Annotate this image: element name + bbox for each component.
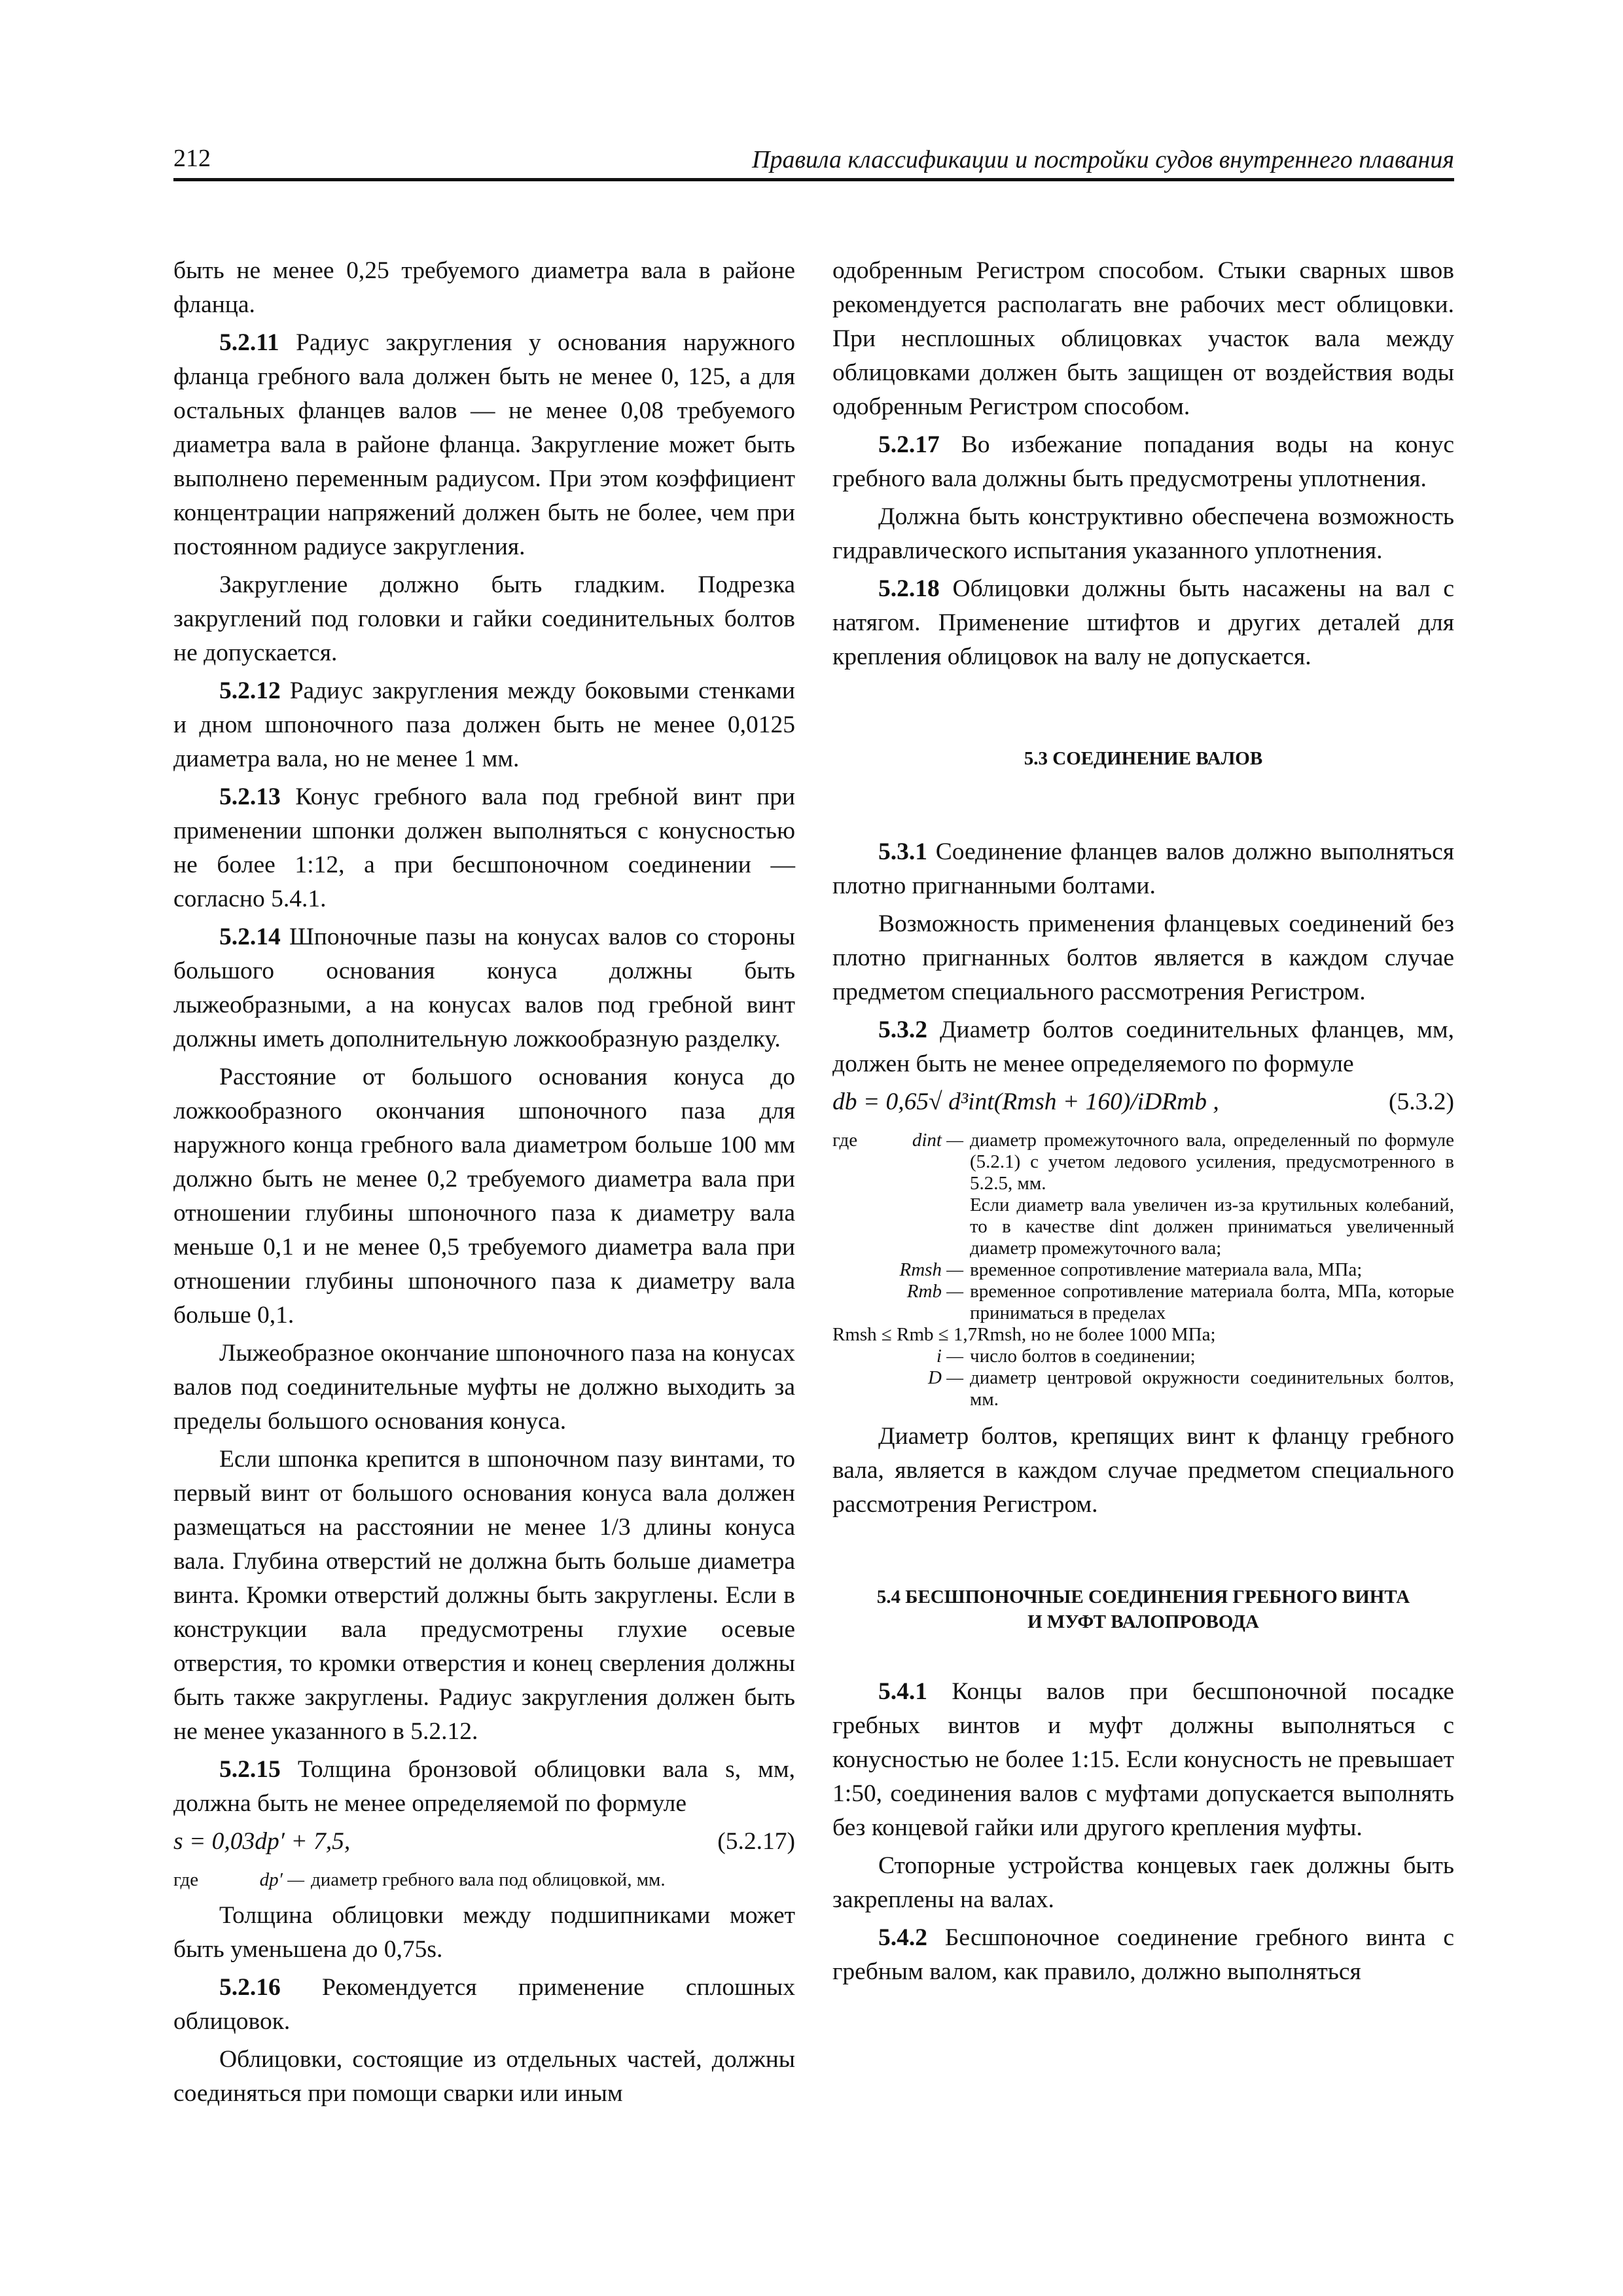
section-heading-line: И МУФТ ВАЛОПРОВОДА — [1027, 1611, 1259, 1632]
section-heading-5-4 — [832, 1585, 1454, 1634]
paragraph: 5.3.1 Соединение фланцев валов должно выполняться плотно пригнанными болтами. — [832, 838, 1454, 899]
formula-5-2-17 — [173, 1825, 795, 1864]
clause-number: 5.2.13 — [219, 783, 281, 810]
paragraph: 5.2.18 Облицовки должны быть насажены на вал с натягом. Применение штифтов и других деталей для крепления облицовок на валу не допускается. — [832, 575, 1454, 670]
clause-number: 5.3.2 — [878, 1016, 927, 1043]
right-column — [832, 254, 1454, 1993]
paragraph: Облицовки, состоящие из отдельных частей, должны соединяться при помощи сварки или иным — [173, 2046, 795, 2107]
definition-text: диаметр центровой окружности соединительных болтов, мм. — [970, 1367, 1454, 1410]
definition-symbol: dp′ — — [259, 1869, 304, 1890]
clause-number: 5.4.1 — [878, 1678, 927, 1705]
clause-number: 5.2.16 — [219, 1974, 281, 2001]
formula-definitions — [832, 1130, 1454, 1410]
paragraph: 5.4.2 Бесшпоночное соединение гребного винта с гребным валом, как правило, должно выполняться — [832, 1924, 1454, 1985]
definition-text: диаметр гребного вала под облицовкой, мм. — [311, 1869, 666, 1890]
paragraph: Диаметр болтов, крепящих винт к фланцу гребного вала, является в каждом случае предметом специального рассмотрения Регистром. — [832, 1423, 1454, 1518]
where-label: где — [173, 1869, 199, 1890]
definition-symbol: Rmb — — [906, 1281, 963, 1302]
paragraph: Расстояние от большого основания конуса до ложкообразного окончания шпоночного паза для наружного конца гребного вала диаметром больше 100 мм должно быть не менее 0,2 требуемого диаметра вала при отношении глубины шпоночного паза к диаметру вала меньше 0,1 и не менее 0,5 требуемого диаметра вала при отношении глубины шпоночного паза к диаметру вала больше 0,1. — [173, 1064, 795, 1329]
clause-number: 5.4.2 — [878, 1924, 927, 1951]
paragraph: Возможность применения фланцевых соединений без плотно пригнанных болтов является в каждом случае предметом специального рассмотрения Регистром. — [832, 910, 1454, 1005]
section-heading-line: 5.4 БЕСШПОНОЧНЫЕ СОЕДИНЕНИЯ ГРЕБНОГО ВИНТА — [876, 1587, 1410, 1607]
definition-text: Если диаметр вала увеличен из-за крутильных колебаний, то в качестве dint должен приниматься увеличенный диаметр промежуточного вала; — [970, 1194, 1454, 1259]
definition-row — [832, 1367, 1454, 1410]
definition-row — [832, 1346, 1454, 1367]
definition-symbol: dint — — [912, 1130, 963, 1151]
where-label: где — [832, 1130, 858, 1151]
paragraph: 5.2.13 Конус гребного вала под гребной винт при применении шпонки должен выполняться с конусностью не более 1:12, а при бесшпоночном соединении — согласно 5.4.1. — [173, 783, 795, 912]
paragraph: 5.2.14 Шпоночные пазы на конусах валов со стороны большого основания конуса должны быть лыжеобразными, а на конусах валов под гребной винт должны иметь дополнительную ложкообразную разделку. — [173, 924, 795, 1052]
clause-number: 5.2.15 — [219, 1756, 281, 1783]
paragraph: 5.4.1 Концы валов при бесшпоночной посадке гребных винтов и муфт должны выполняться с конусностью не более 1:15. Если конусность не превышает 1:50, соединения валов с муфтами допускается выполнять без концевой гайки или другого крепления муфты. — [832, 1678, 1454, 1841]
paragraph: Стопорные устройства концевых гаек должны быть закреплены на валах. — [832, 1852, 1454, 1913]
definition-symbol: i — — [936, 1346, 963, 1367]
paragraph: 5.2.16 Рекомендуется применение сплошных облицовок. — [173, 1974, 795, 2035]
paragraph: Должна быть конструктивно обеспечена возможность гидравлического испытания указанного уплотнения. — [832, 503, 1454, 564]
paragraph: быть не менее 0,25 требуемого диаметра вала в районе фланца. — [173, 257, 795, 318]
definition-row — [832, 1194, 1454, 1259]
paragraph: Если шпонка крепится в шпоночном пазу винтами, то первый винт от большого основания конуса вала должен размещаться на расстоянии не менее 1/3 длины конуса вала. Глубина отверстий не должна быть больше диаметра винта. Кромки отверстий должны быть закруглены. Если в конструкции вала предусмотрены глухие осевые отверстия, то кромки отверстия и конец сверления должны быть также закруглены. Радиус закругления должен быть не менее указанного в 5.2.12. — [173, 1446, 795, 1745]
clause-number: 5.2.12 — [219, 677, 281, 704]
clause-number: 5.2.18 — [878, 575, 940, 602]
header-rule — [173, 178, 1454, 181]
section-heading-5-3: 5.3 СОЕДИНЕНИЕ ВАЛОВ — [1024, 748, 1263, 769]
definition-text: диаметр промежуточного вала, определенный по формуле (5.2.1) с учетом ледового усиления, предусмотренного в 5.2.5, мм. — [970, 1130, 1454, 1194]
paragraph: Лыжеобразное окончание шпоночного паза на конусах валов под соединительные муфты не должно выходить за пределы большого основания конуса. — [173, 1340, 795, 1435]
definition-symbol: D — — [928, 1367, 963, 1388]
definition-row — [832, 1281, 1454, 1324]
paragraph: 5.2.15 Толщина бронзовой облицовки вала s, мм, должна быть не менее определяемой по формуле — [173, 1756, 795, 1817]
paragraph: 5.2.11 Радиус закругления у основания наружного фланца гребного вала должен быть не менее 0, 125, а для остальных фланцев валов — не менее 0,08 требуемого диаметра вала в районе фланца. Закругление может быть выполнено переменным радиусом. При этом коэффициент концентрации напряжений должен быть не более, чем при постоянном радиусе закругления. — [173, 329, 795, 560]
page-number: 212 — [173, 145, 211, 172]
paragraph: 5.2.17 Во избежание попадания воды на конус гребного вала должны быть предусмотрены уплотнения. — [832, 431, 1454, 492]
running-title: Правила классификации и постройки судов внутреннего плавания — [752, 146, 1454, 173]
definition-row — [832, 1130, 1454, 1194]
left-column — [173, 254, 795, 2115]
paragraph: 5.3.2 Диаметр болтов соединительных фланцев, мм, должен быть не менее определяемого по формуле — [832, 1016, 1454, 1077]
definition-text: временное сопротивление материала вала, МПа; — [970, 1259, 1363, 1280]
clause-number: 5.2.17 — [878, 431, 940, 458]
definition-symbol — [898, 1194, 970, 1259]
paragraph: одобренным Регистром способом. Стыки сварных швов рекомендуется располагать вне рабочих мест облицовки. При несплошных облицовках участок вала между облицовками должен быть защищен от воздействия воды одобренным Регистром способом. — [832, 257, 1454, 420]
definition-text: число болтов в соединении; — [970, 1346, 1196, 1367]
definition-text: временное сопротивление материала болта, МПа, которые приниматься в пределах — [970, 1281, 1454, 1323]
definition-range: Rmsh ≤ Rmb ≤ 1,7Rmsh, но не более 1000 МПа; — [832, 1324, 1216, 1345]
formula-definition — [173, 1869, 795, 1891]
definition-symbol: Rmsh — — [899, 1259, 963, 1280]
definition-row — [832, 1259, 1454, 1281]
formula-expression: db = 0,65√ d³int(Rmsh + 160)/iDRmb , — [832, 1088, 1219, 1115]
formula-number: (5.2.17) — [717, 1828, 795, 1855]
paragraph: 5.2.12 Радиус закругления между боковыми стенками и дном шпоночного паза должен быть не менее 0,0125 диаметра вала, но не менее 1 мм. — [173, 677, 795, 772]
paragraph: Закругление должно быть гладким. Подрезка закруглений под головки и гайки соединительных болтов не допускается. — [173, 571, 795, 666]
formula-number: (5.3.2) — [1389, 1088, 1454, 1115]
formula-expression: s = 0,03dp′ + 7,5, — [173, 1828, 351, 1855]
formula-5-3-2 — [832, 1085, 1454, 1124]
clause-number: 5.2.11 — [219, 329, 279, 356]
paragraph: Толщина облицовки между подшипниками может быть уменьшена до 0,75s. — [173, 1902, 795, 1963]
clause-number: 5.2.14 — [219, 924, 281, 950]
clause-number: 5.3.1 — [878, 838, 927, 865]
